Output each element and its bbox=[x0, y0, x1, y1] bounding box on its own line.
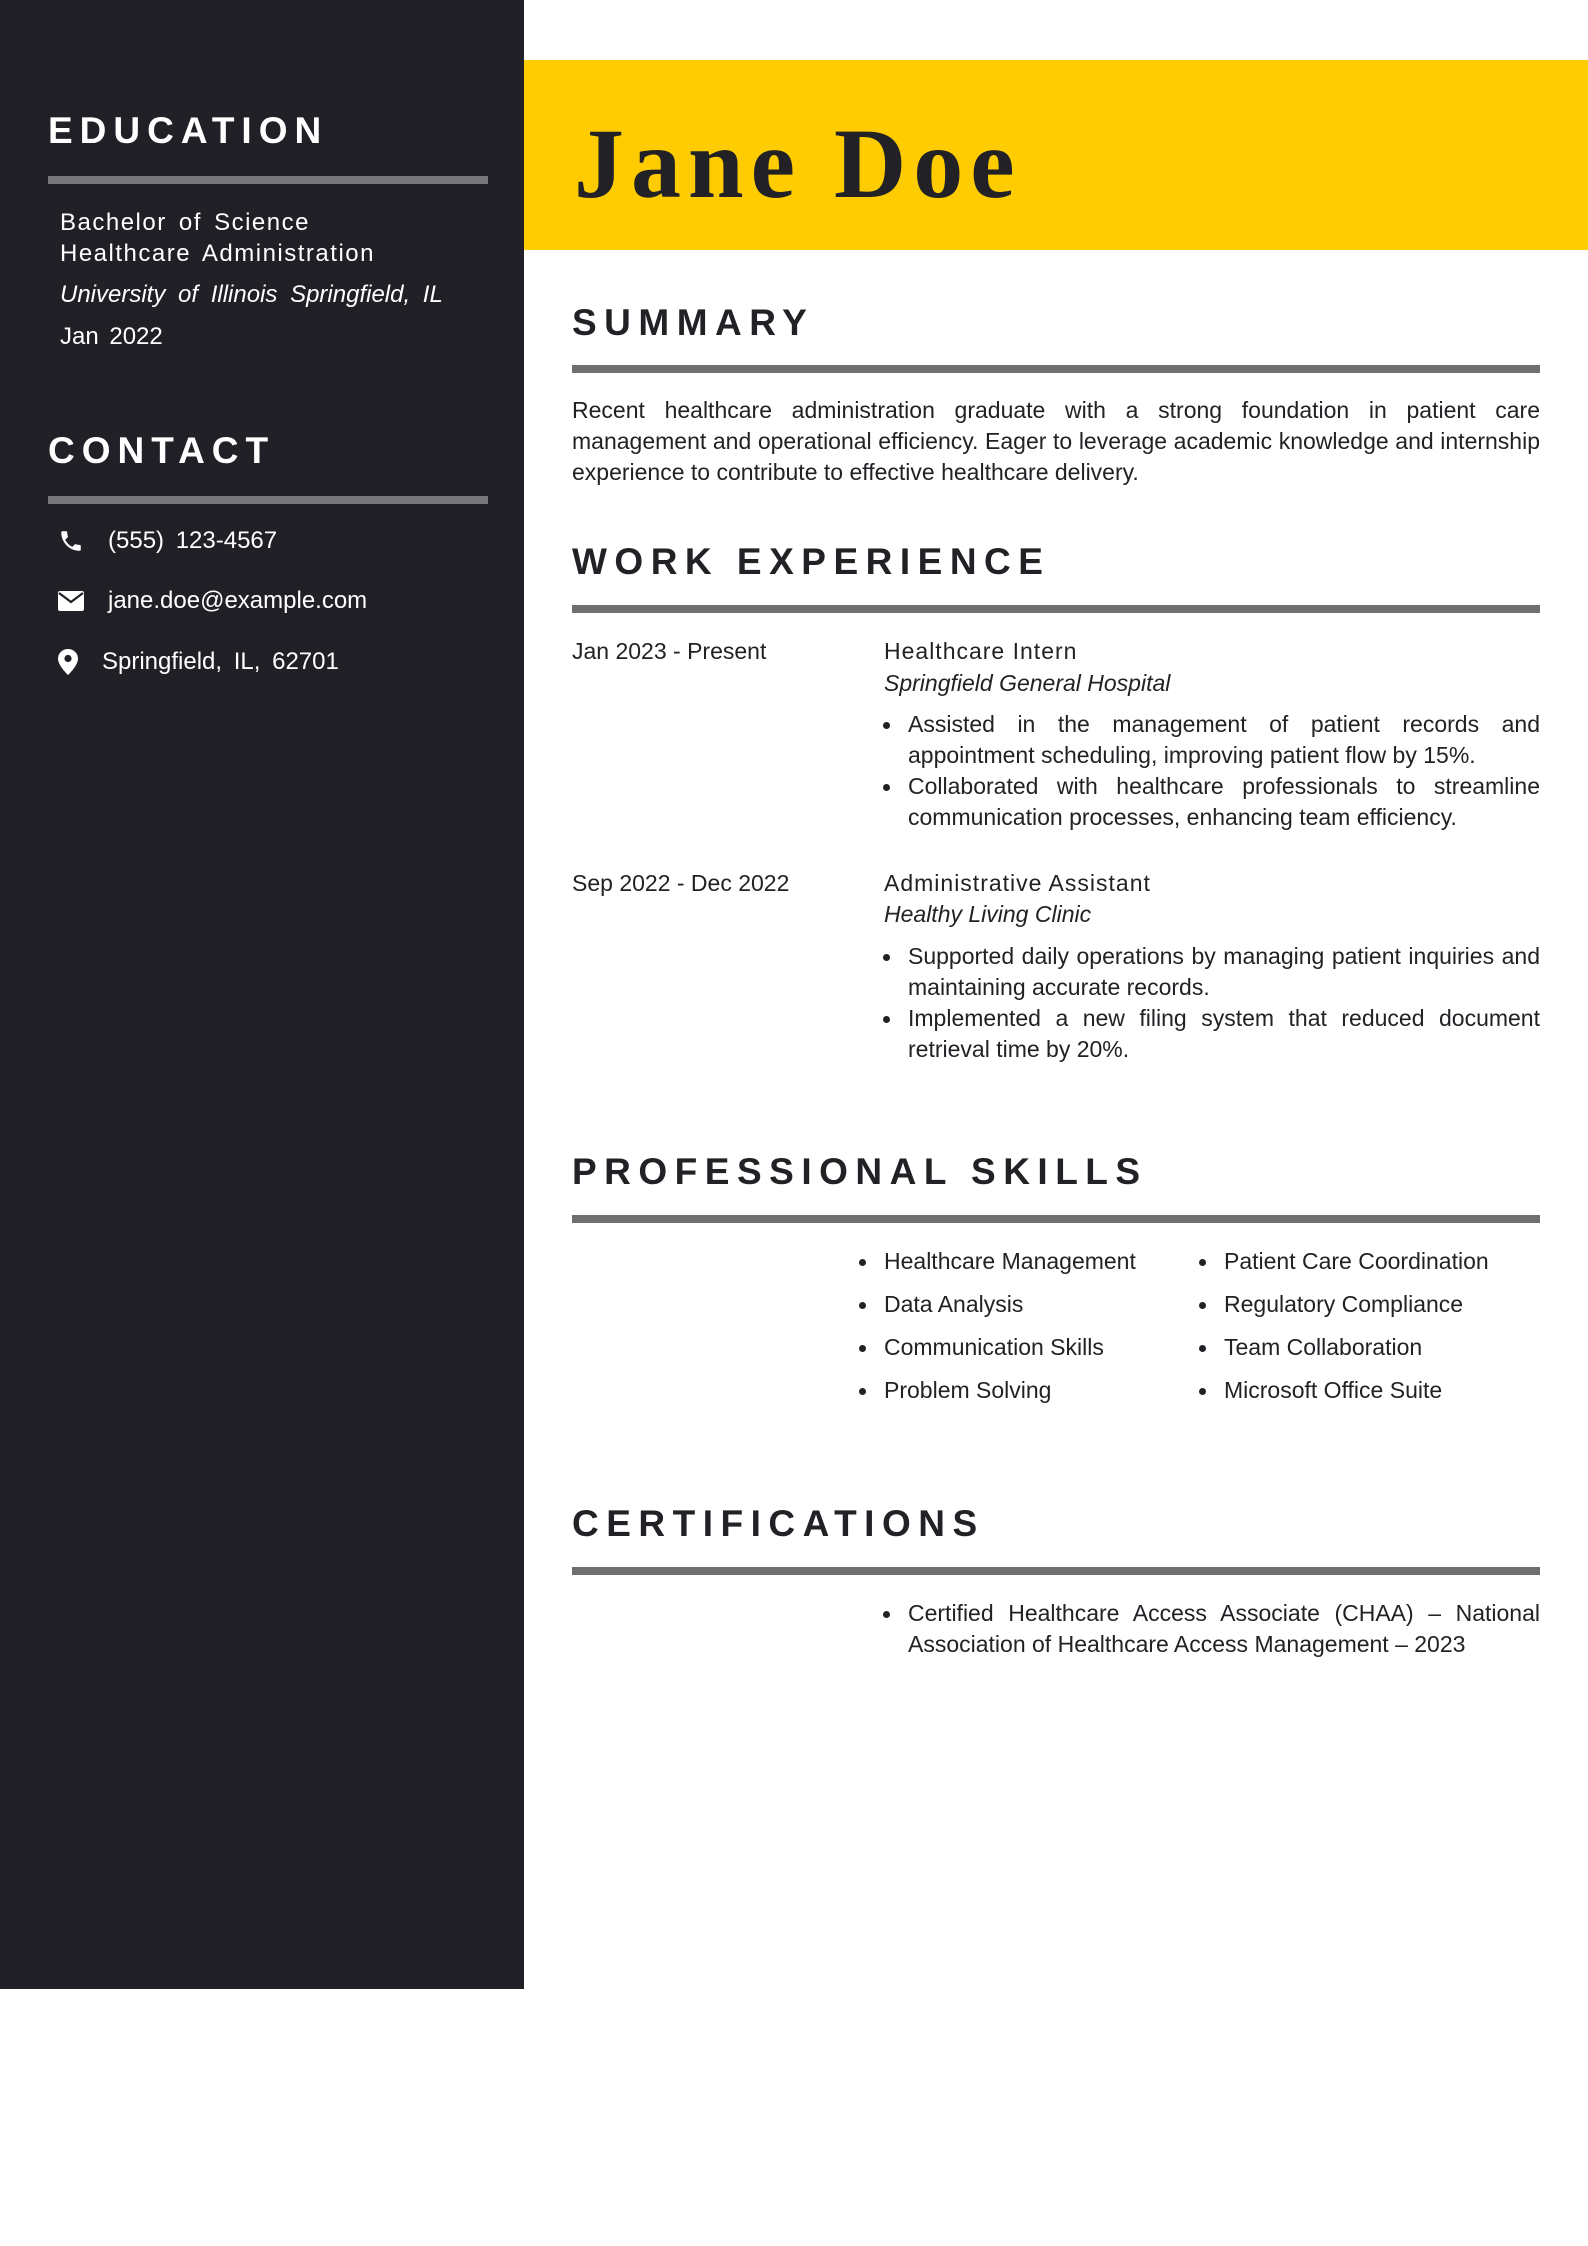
degree-field-line: Healthcare Administration bbox=[60, 240, 375, 267]
job-dates: Jan 2023 - Present bbox=[572, 638, 767, 664]
certifications-divider bbox=[572, 1567, 1540, 1575]
list-item: Supported daily operations by managing patient inquiries and maintaining accurate records. bbox=[908, 941, 1540, 1003]
map-pin-icon bbox=[58, 649, 102, 675]
summary-divider bbox=[572, 365, 1540, 373]
skills-heading: PROFESSIONAL SKILLS bbox=[572, 1151, 1148, 1192]
contact-divider bbox=[48, 496, 488, 504]
skills-list-left bbox=[884, 1246, 1136, 1418]
education-school: University of Illinois Springfield, IL bbox=[60, 281, 443, 308]
summary-heading: SUMMARY bbox=[572, 302, 815, 343]
list-item: Communication Skills bbox=[884, 1332, 1136, 1375]
job-bullets bbox=[908, 709, 1540, 833]
list-item: Data Analysis bbox=[884, 1289, 1136, 1332]
list-item: Collaborated with healthcare professionals to streamline communication processes, enhancing team efficiency. bbox=[908, 771, 1540, 833]
contact-location bbox=[58, 645, 339, 679]
list-item: Microsoft Office Suite bbox=[1224, 1375, 1489, 1418]
candidate-name: Jane Doe bbox=[574, 108, 1022, 219]
job-title: Administrative Assistant bbox=[884, 870, 1151, 896]
contact-heading: CONTACT bbox=[48, 430, 276, 471]
contact-email bbox=[58, 584, 367, 618]
work-divider bbox=[572, 605, 1540, 613]
certifications-list bbox=[908, 1598, 1540, 1660]
phone-text: (555) 123-4567 bbox=[108, 527, 278, 554]
list-item: Certified Healthcare Access Associate (CHAA) – National Association of Healthcare Access Management – 2023 bbox=[908, 1598, 1540, 1660]
job-company: Springfield General Hospital bbox=[884, 670, 1171, 696]
name-banner bbox=[524, 60, 1588, 250]
list-item: Regulatory Compliance bbox=[1224, 1289, 1489, 1332]
list-item: Implemented a new filing system that reduced document retrieval time by 20%. bbox=[908, 1003, 1540, 1065]
job-bullets bbox=[908, 941, 1540, 1065]
location-text: Springfield, IL, 62701 bbox=[102, 648, 339, 675]
contact-phone bbox=[58, 524, 277, 558]
list-item: Team Collaboration bbox=[1224, 1332, 1489, 1375]
work-heading: WORK EXPERIENCE bbox=[572, 541, 1051, 582]
summary-text: Recent healthcare administration graduate with a strong foundation in patient care management and operational efficiency. Eager to leverage academic knowledge and internship experience to contribute to effective healthcare delivery. bbox=[572, 397, 1540, 485]
education-heading: EDUCATION bbox=[48, 110, 329, 151]
education-date: Jan 2022 bbox=[60, 323, 163, 350]
education-degree bbox=[60, 207, 375, 269]
certifications-heading: CERTIFICATIONS bbox=[572, 1503, 985, 1544]
skills-divider bbox=[572, 1215, 1540, 1223]
list-item: Problem Solving bbox=[884, 1375, 1136, 1418]
degree-line: Bachelor of Science bbox=[60, 209, 310, 236]
list-item: Patient Care Coordination bbox=[1224, 1246, 1489, 1289]
skills-list-right bbox=[1224, 1246, 1489, 1418]
envelope-icon bbox=[58, 591, 108, 611]
job-title: Healthcare Intern bbox=[884, 638, 1078, 664]
list-item: Assisted in the management of patient records and appointment scheduling, improving patient flow by 15%. bbox=[908, 709, 1540, 771]
sidebar bbox=[0, 0, 524, 1989]
job-company: Healthy Living Clinic bbox=[884, 901, 1092, 927]
education-divider bbox=[48, 176, 488, 184]
list-item: Healthcare Management bbox=[884, 1246, 1136, 1289]
phone-icon bbox=[58, 528, 108, 554]
email-text: jane.doe@example.com bbox=[108, 587, 368, 614]
job-dates: Sep 2022 - Dec 2022 bbox=[572, 870, 790, 896]
